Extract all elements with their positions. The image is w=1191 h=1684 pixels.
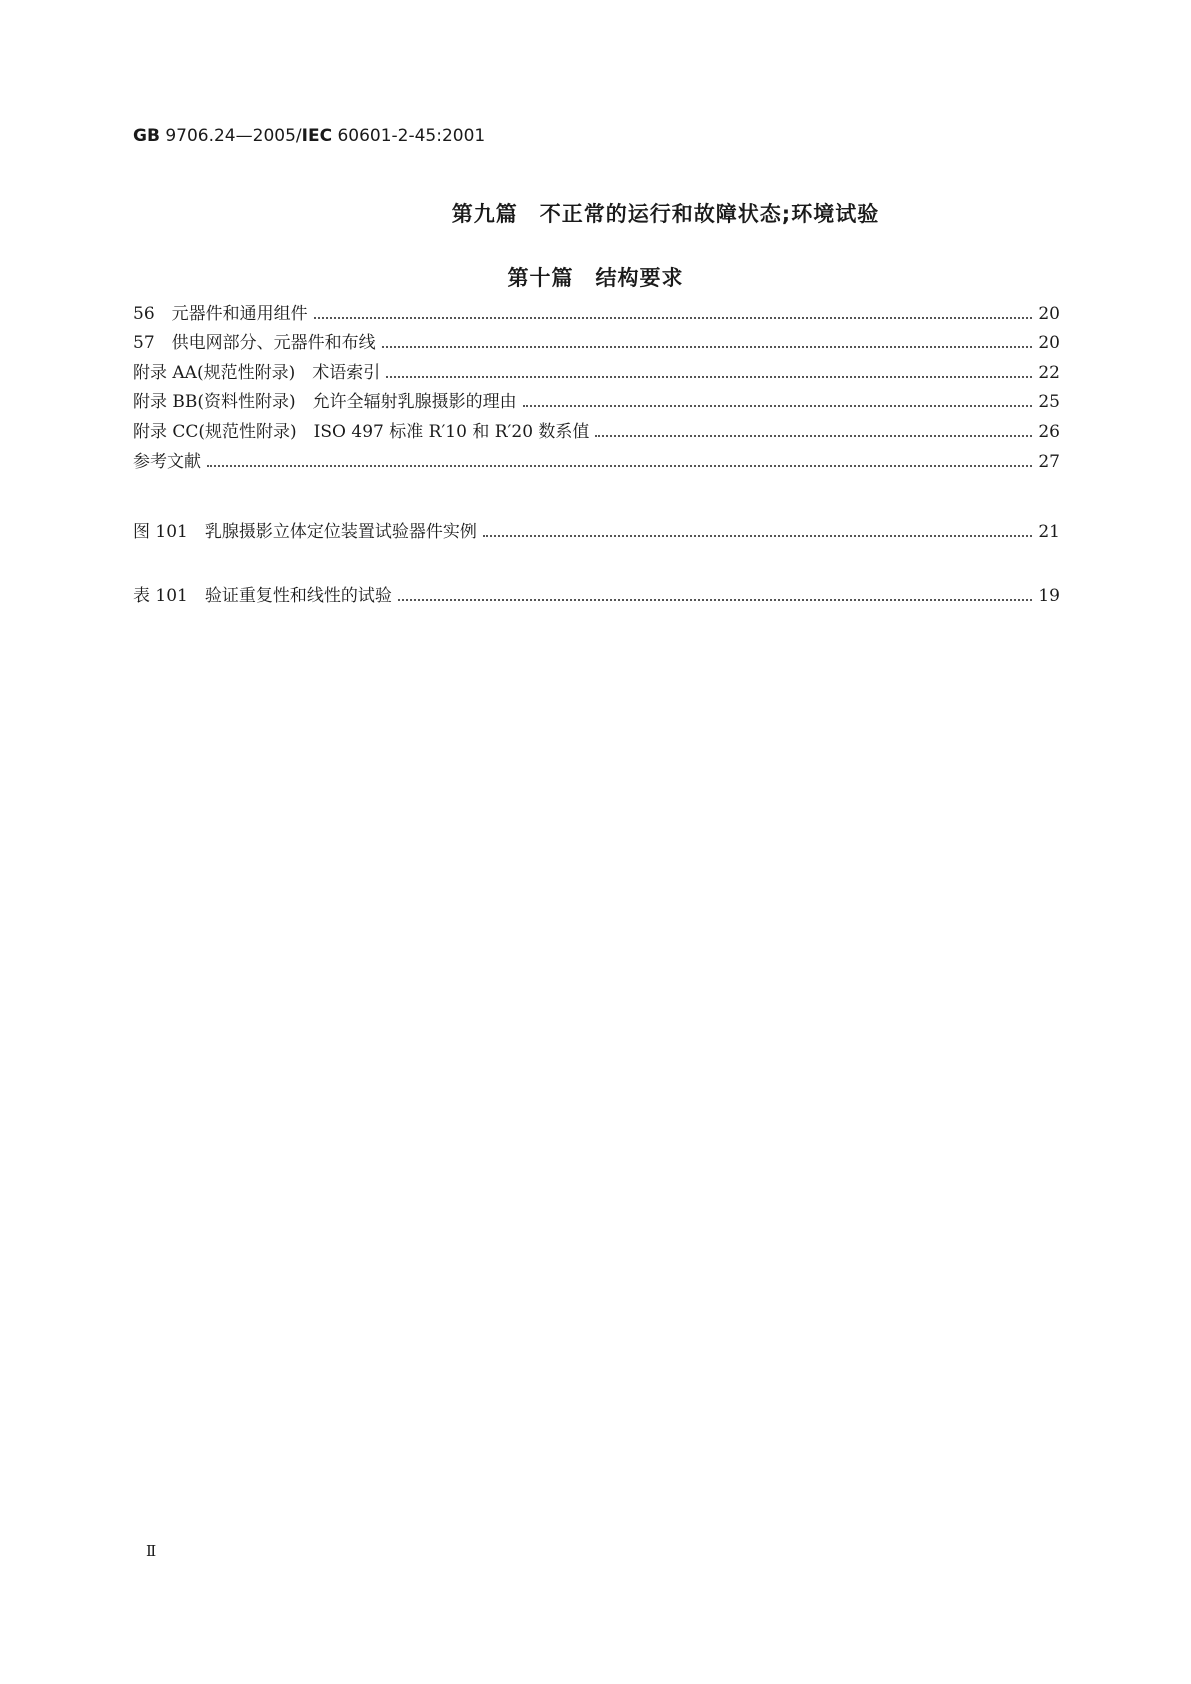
part-nine-heading: 第九篇 不正常的运行和故障状态;环境试验 [451,202,880,226]
toc-entry[interactable] [133,386,1060,412]
toc-entry[interactable] [133,327,1060,353]
toc-entry-page: 25 [1038,392,1060,412]
table-list-entry[interactable] [133,580,1060,606]
toc-entry-label: 57 供电网部分、元器件和布线 [133,333,376,353]
figure-entry-label: 图 101 乳腺摄影立体定位装置试验器件实例 [133,522,477,542]
toc-entry-page: 26 [1038,422,1060,442]
toc-dot-leader [595,435,1032,437]
toc-entry-label: 56 元器件和通用组件 [133,304,308,324]
toc-dot-leader [483,535,1032,537]
toc-entry[interactable] [133,446,1060,472]
toc-dot-leader [314,317,1032,319]
toc-entry-page: 27 [1038,452,1060,472]
toc-dot-leader [386,376,1032,378]
toc-entry[interactable] [133,416,1060,442]
toc-entry-label: 附录 CC(规范性附录) ISO 497 标准 R′10 和 R′20 数系值 [133,422,590,442]
toc-dot-leader [523,405,1032,407]
page-number: Ⅱ [146,1542,157,1560]
toc-dot-leader [398,599,1032,601]
toc-entry[interactable] [133,298,1060,324]
toc-entry[interactable] [133,357,1060,383]
toc-entry-page: 20 [1038,304,1060,324]
standard-prefix-gb: GB [133,126,160,146]
figure-entry-page: 21 [1038,522,1060,542]
standard-number [133,126,485,146]
part-ten-heading: 第十篇 结构要求 [507,266,684,290]
standard-gb-number: 9706.24—2005/ [165,126,302,146]
toc-dot-leader [382,346,1032,348]
toc-entry-page: 20 [1038,333,1060,353]
table-entry-page: 19 [1038,586,1060,606]
toc-entry-label: 附录 BB(资料性附录) 允许全辐射乳腺摄影的理由 [133,392,517,412]
toc-dot-leader [207,465,1032,467]
toc-entry-page: 22 [1038,363,1060,383]
standard-prefix-iec: IEC [301,126,333,146]
toc-entry-label: 参考文献 [133,452,201,472]
figure-list-entry[interactable] [133,516,1060,542]
standard-iec-number: 60601-2-45:2001 [337,126,486,146]
table-entry-label: 表 101 验证重复性和线性的试验 [133,586,392,606]
toc-entry-label: 附录 AA(规范性附录) 术语索引 [133,363,381,383]
